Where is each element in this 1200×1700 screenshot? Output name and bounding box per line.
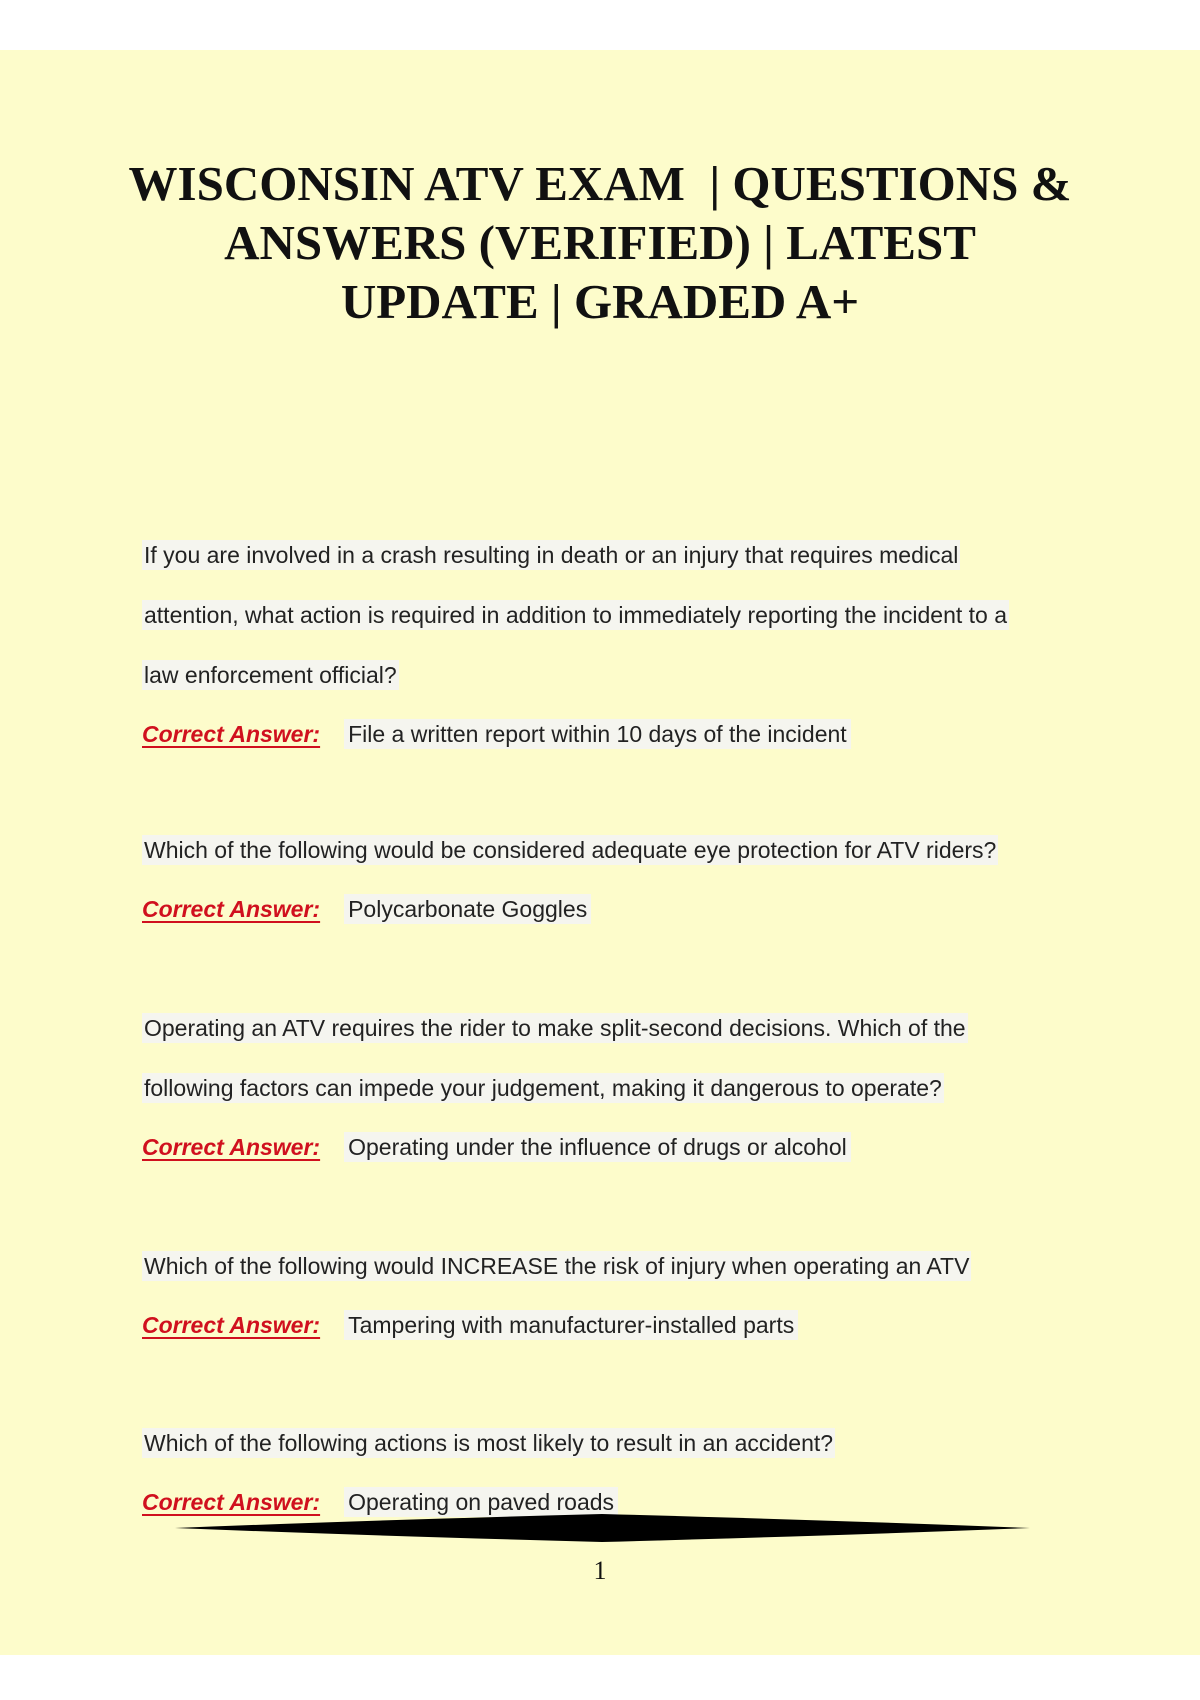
document-title (100, 154, 1100, 331)
question-line: Which of the following actions is most likely to result in an accident? (144, 1430, 834, 1456)
answer-text: Operating under the influence of drugs or alcohol (344, 1132, 851, 1162)
question-line: following factors can impede your judgement, making it dangerous to operate? (144, 1075, 942, 1101)
question-line: law enforcement official? (144, 662, 397, 688)
answer-text: Operating on paved roads (344, 1487, 618, 1517)
question-line: Which of the following would be considered adequate eye protection for ATV riders? (144, 837, 997, 863)
answer-text: Polycarbonate Goggles (344, 894, 591, 924)
question (142, 1413, 1062, 1473)
correct-answer-label: Correct Answer: (142, 896, 321, 922)
question-line: If you are involved in a crash resulting in death or an injury that requires medical (144, 542, 959, 568)
title-line: ANSWERS (VERIFIED) | LATEST (224, 215, 976, 270)
question-line: Which of the following would INCREASE the risk of injury when operating an ATV (144, 1253, 970, 1279)
qa-item-2 (142, 820, 1062, 938)
qa-item-4 (142, 1236, 1062, 1354)
footer-divider (175, 1512, 1030, 1544)
qa-item-3 (142, 998, 1062, 1176)
question (142, 820, 1062, 880)
answer-row (142, 1296, 1062, 1354)
correct-answer-label: Correct Answer: (142, 1134, 321, 1160)
title-line: WISCONSIN ATV EXAM | QUESTIONS & (128, 156, 1072, 211)
answer-text: File a written report within 10 days of the incident (344, 719, 851, 749)
question (142, 525, 1062, 705)
answer-row (142, 880, 1062, 938)
correct-answer-label: Correct Answer: (142, 721, 321, 747)
qa-item-1 (142, 525, 1062, 763)
answer-text: Tampering with manufacturer-installed parts (344, 1310, 798, 1340)
question (142, 998, 1062, 1118)
answer-row (142, 1118, 1062, 1176)
question-line: Operating an ATV requires the rider to make split-second decisions. Which of the (144, 1015, 966, 1041)
answer-row (142, 705, 1062, 763)
correct-answer-label: Correct Answer: (142, 1312, 321, 1338)
question (142, 1236, 1062, 1296)
title-line: UPDATE | GRADED A+ (340, 274, 860, 329)
correct-answer-label: Correct Answer: (142, 1489, 321, 1515)
page-number: 1 (593, 1556, 607, 1585)
question-line: attention, what action is required in addition to immediately reporting the incident to a (144, 602, 1008, 628)
